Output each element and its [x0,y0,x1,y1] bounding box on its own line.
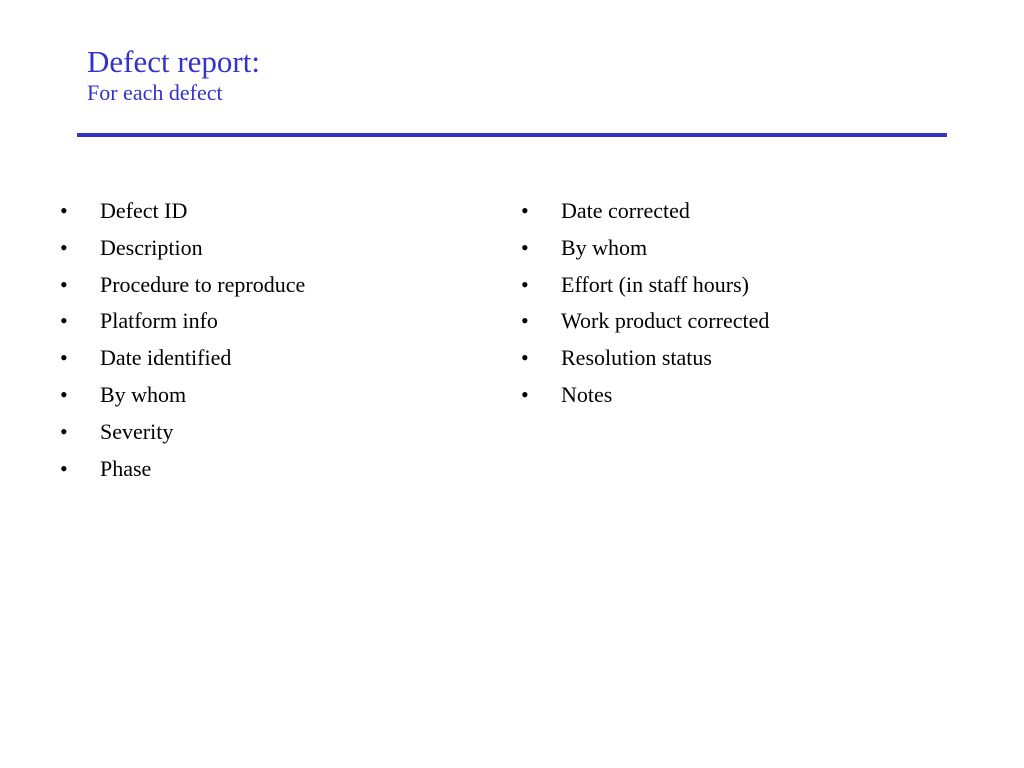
right-bullet-list [521,193,769,414]
bullet-icon: • [521,234,529,260]
bullet-label: Resolution status [561,345,712,371]
bullet-icon: • [60,455,68,481]
bullet-icon: • [521,198,529,223]
bullet-item [521,193,769,230]
bullet-label: Date identified [100,345,232,371]
left-bullet-list [60,193,305,487]
bullet-label: Date corrected [561,198,690,223]
bullet-item [60,377,305,414]
slide-title: Defect report: [87,44,260,79]
bullet-item [60,414,305,451]
bullet-icon: • [60,234,68,260]
bullet-item [60,267,305,304]
bullet-label: Phase [100,455,152,481]
bullet-item [521,267,769,304]
bullet-label: Severity [100,418,174,444]
bullet-label: Procedure to reproduce [100,271,306,297]
bullet-item [60,303,305,340]
bullet-icon: • [60,345,68,371]
bullet-icon: • [60,381,68,407]
bullet-icon: • [60,308,68,334]
bullet-item [60,340,305,377]
bullet-icon: • [60,198,68,223]
bullet-icon: • [521,345,529,371]
bullet-icon: • [521,271,529,297]
bullet-icon: • [521,381,529,407]
bullet-label: Work product corrected [561,308,770,334]
bullet-item [521,230,769,267]
bullet-item [60,230,305,267]
bullet-label: Notes [561,381,613,407]
title-divider [77,133,947,137]
bullet-label: By whom [100,381,187,407]
bullet-item [521,340,769,377]
bullet-label: Platform info [100,308,218,334]
bullet-label: Defect ID [100,198,188,223]
bullet-icon: • [60,271,68,297]
bullet-item [60,451,305,488]
title-block [87,44,260,106]
bullet-label: Description [100,234,203,260]
bullet-icon: • [60,418,68,444]
slide-subtitle: For each defect [87,80,223,105]
bullet-label: By whom [561,234,648,260]
bullet-label: Effort (in staff hours) [561,271,749,297]
bullet-item [60,193,305,230]
bullet-item [521,377,769,414]
bullet-icon: • [521,308,529,334]
bullet-item [521,303,769,340]
